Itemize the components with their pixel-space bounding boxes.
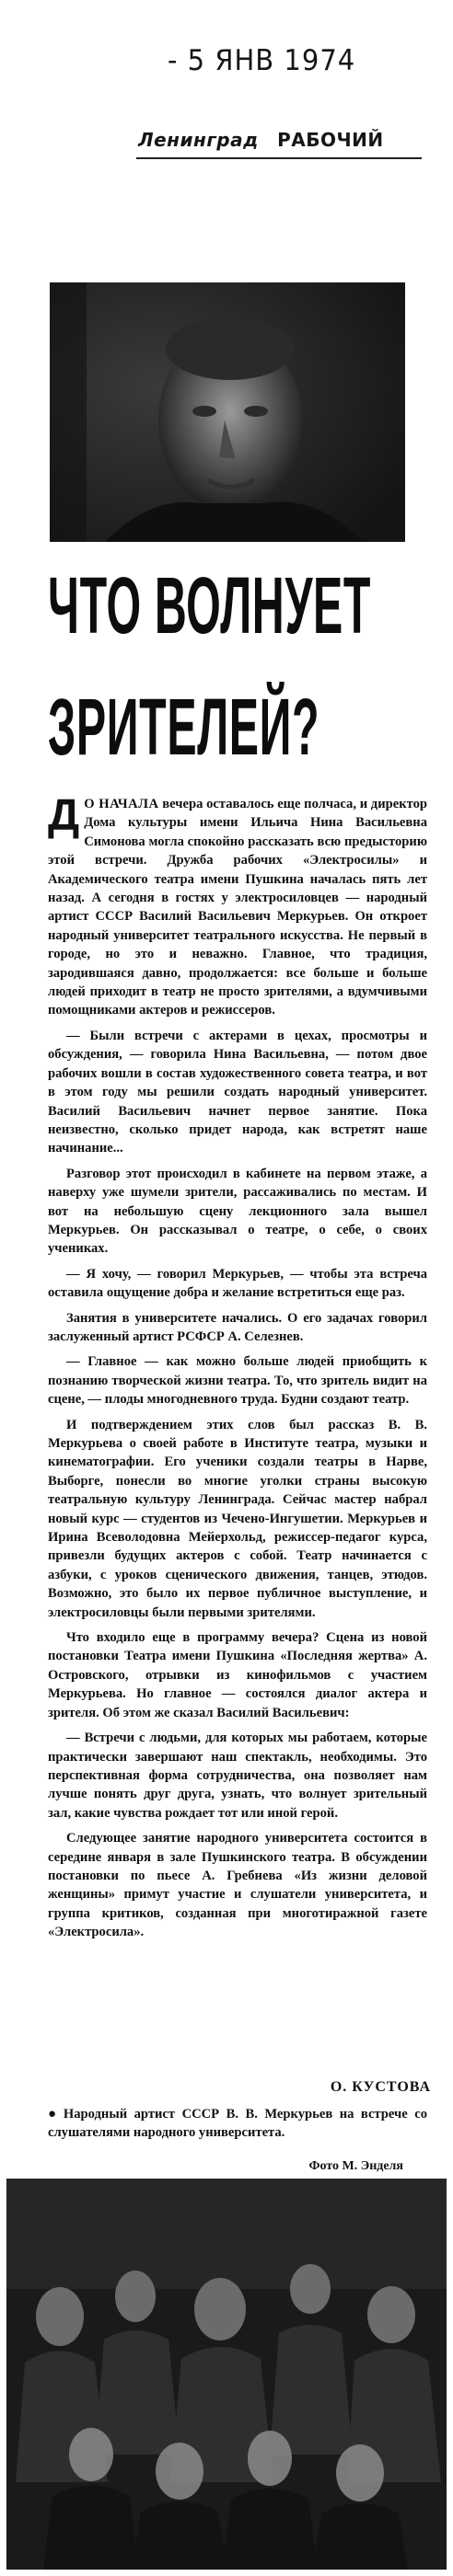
stamp-underline <box>136 157 422 159</box>
article-paragraph: — Я хочу, — говорил Меркурьев, — чтобы эта встреча оставила ощущение добра и желание встретиться еще раз. <box>48 1266 427 1301</box>
meeting-scene-image <box>6 2179 447 2570</box>
author-signature: О. КУСТОВА <box>330 2079 431 2095</box>
source-stamp <box>138 129 424 151</box>
caption-bullet: ● <box>48 2107 60 2122</box>
source-newspaper: РАБОЧИЙ <box>277 129 384 151</box>
photo-credit: Фото М. Энделя <box>308 2159 403 2173</box>
photo-caption <box>48 2105 427 2143</box>
date-stamp: - 5 ЯНВ 1974 <box>168 42 356 77</box>
headline <box>48 559 372 773</box>
headline-line-1: ЧТО ВОЛНУЕТ <box>48 559 372 650</box>
article-paragraph: Занятия в университете начались. О его задачах говорил заслуженный артист РСФСР А. Селезнев. <box>48 1310 427 1344</box>
caption-text: Народный артист СССР В. В. Меркурьев на встрече со слушателями народного университета. <box>48 2107 427 2141</box>
article-body <box>48 791 427 1949</box>
article-paragraph: Что входило еще в программу вечера? Сцена из новой постановки Театра имени Пушкина «Последняя жертва» А. Островского, отрывки из кинофильмов с участием Меркурьева. Но главное — состоялся диалог актера и зрителя. Об этом же сказал Василий Васильевич: <box>48 1630 427 1720</box>
drop-cap: Д <box>48 791 80 840</box>
article-paragraph: Разговор этот происходил в кабинете на первом этаже, а наверху уже шумели зрители, рассаживались по местам. И вот на небольшую сцену лекционного зала вышел Меркурьев. Он рассказывал о театре, о себе, о своих учениках. <box>48 1166 427 1257</box>
lead-caps: О НАЧАЛА <box>84 797 159 811</box>
article-paragraph: И подтверждением этих слов был рассказ В. В. Меркурьева о своей работе в Институте театра, музыки и кинематографии. Его ученики создали театры в Нарве, Выборге, понесли во многие уголки страны высокую театральную культуру Ленинграда. Сейчас мастер набрал новый курс — студентов из Чечено-Ингушетии. Меркурьев и Ирина Всеволодовна Мейерхольд, режиссер-педагог курса, привезли будущих актеров с собой. Театр начинается с азбуки, с уроков сценического движения, танцев, этюдов. Возможно, это было их первое публичное выступление, и электросиловцы были первыми зрителями. <box>48 1417 427 1620</box>
paragraph-text: вечера оставалось еще полчаса, и директор Дома культуры имени Ильича Нина Васильевна Симонова могла спокойно рассказать всю предысторию этой встречи. Дружба рабочих «Электросилы» и Академического театра имени Пушкина началась пять лет назад. А сегодня в гостях у электросиловцев — народный артист СССР Василий Васильевич Меркурьев. Он откроет народный университет театрального искусства. Не первый в городе, но это и неважно. Главное, что традиция, зародившаяся давно, продолжается: все больше и больше людей приходит в театр не просто зрителями, а вдумчивыми помощниками актеров и режиссеров. <box>48 797 427 1018</box>
headline-line-2: ЗРИТЕЛЕЙ? <box>48 681 320 773</box>
actor-portrait-photo <box>50 282 405 542</box>
article-paragraph: — Главное — как можно больше людей приобщить к познанию творческой жизни театра. То, что зритель видит на сцене, — плоды многодневного труда. Будни создают театр. <box>48 1354 427 1408</box>
article-paragraph <box>48 791 427 1020</box>
article-paragraph: Следующее занятие народного университета состоится в середине января в зале Пушкинского театра. В обсуждении постановки по пьесе А. Гребнева «Из жизни деловой женщины» примут участие и слушатели университета, и группа критиков, созданная при многотиражной газете «Электросила». <box>48 1831 427 1940</box>
article-paragraph: — Встречи с людьми, для которых мы работаем, которые практически завершают наш спектакль, необходимы. Это перспективная форма сотрудничества, она позволяет нам лучше понять друг друга, узнать, что волнует зрительный зал, какие чувства рождает тот или иной герой. <box>48 1731 427 1821</box>
meeting-photo <box>6 2179 447 2570</box>
article-paragraph: — Были встречи с актерами в цехах, просмотры и обсуждения, — говорила Нина Васильевна, — потом двое рабочих вошли в состав художественного совета театра, и вот в этом году мы решили создать народный университет. Василий Васильевич начнет первое занятие. Пока неизвестно, сколько придет народа, как встретят наше начинание... <box>48 1028 427 1156</box>
source-city: Ленинград <box>138 129 259 151</box>
actor-portrait-image <box>50 282 405 542</box>
